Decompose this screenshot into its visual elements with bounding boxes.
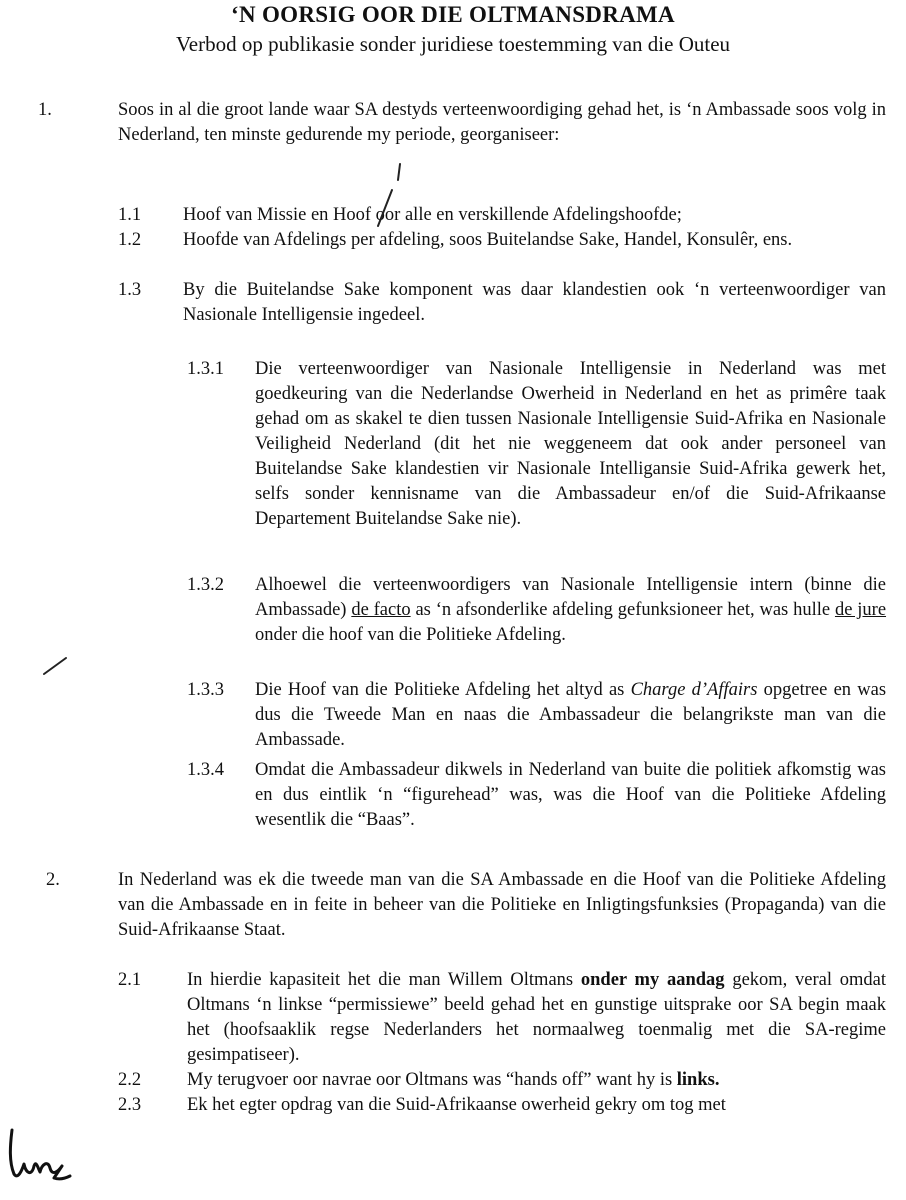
subsection-paragraph: Hoofde van Afdelings per afdeling, soos Buitelandse Sake, Handel, Konsulêr, ens. [183,230,793,250]
subsection-number: 1.1 [118,205,142,225]
document-title: ‘N OORSIG OOR DIE OLTMANSDRAMA [231,2,675,27]
subsection-paragraph [187,968,886,1068]
section-paragraph: Soos in al die groot lande waar SA destyds verteenwoordiging gehad het, is ‘n Ambassade soos volg in Nederland, ten minste gedurende my periode, georganiseer: [118,100,886,145]
italic-term: Charge d’Affairs [630,680,758,700]
subsubsection-number: 1.3.1 [187,359,224,379]
text-run: gekom, veral omdat Oltmans ‘n linkse “permissiewe” beeld gehad het en gunstige uitsprake oor SA begin maak het (hoofsaaklik regse Nederlanders het normaalweg toenmalig met die SA-regime gesimpatiseer). [187,970,887,1065]
section-paragraph: In Nederland was ek die tweede man van die SA Ambassade en die Hoof van die Politieke Afdeling van die Ambassade en in feite in beheer van die Politieke en Inligtingsfunksies (Propaganda) van die Suid-Afrikaanse Staat. [118,870,886,940]
subsubsection-number: 1.3.4 [187,760,224,780]
section-number: 2. [46,870,60,890]
subsection-number: 2.2 [118,1070,142,1090]
subsubsection-paragraph: Omdat die Ambassadeur dikwels in Nederland van buite die politiek afkomstig was en dus eintlik ‘n “figurehead” was, was die Hoof van die Politieke Afdeling wesentlik die “Baas”. [255,760,886,830]
subsubsection-paragraph [255,573,886,648]
text-run: opgetree en was dus die Tweede Man en naas die Ambassadeur die belangrikste man van die Ambassade. [255,680,887,750]
pen-tick-mark [40,650,70,680]
subsubsection-paragraph [255,678,886,753]
subsection-number: 2.1 [118,970,142,990]
pen-stroke-mark [370,160,410,230]
subsubsection-paragraph: Die verteenwoordiger van Nasionale Intelligensie in Nederland was met goedkeuring van die Nederlandse Owerheid in Nederland en het as primêre taak gehad om as skakel te dien tussen Nasionale Intelligensie Suid-Afrika en Nasionale Veiligheid Nederland (dit het nie weggeneem dat ook ander personeel van Buitelandse Sake klandestien vir Nasionale Intelligansie Suid-Afrika gewerk het, selfs sonder kennisname van die Ambassadeur en/of die Suid-Afrikaanse Departement Buitelandse Sake nie). [255,359,886,529]
section-number: 1. [38,100,52,120]
subsection-paragraph: Ek het egter opdrag van die Suid-Afrikaanse owerheid gekry om tog met [187,1095,726,1115]
text-run: My terugvoer oor navrae oor Oltmans was “hands off” want hy is [187,1070,673,1090]
text-run: as ‘n afsonderlike afdeling gefunksioneer het, was hulle [415,600,831,620]
text-run: Die Hoof van die Politieke Afdeling het altyd as [255,680,625,700]
text-run: In hierdie kapasiteit het die man Willem Oltmans [187,970,574,990]
document-subtitle: Verbod op publikasie sonder juridiese toestemming van die Outeu [175,32,731,56]
subsection-paragraph: By die Buitelandse Sake komponent was daar klandestien ook ‘n verteenwoordiger van Nasionale Intelligensie ingedeel. [183,280,886,325]
text-run: onder die hoof van die Politieke Afdeling. [255,625,566,645]
underlined-term: de jure [834,600,887,620]
handwritten-initials-signature [4,1126,74,1186]
subsection-number: 1.3 [118,280,142,300]
bold-term: links. [676,1070,720,1090]
text-run: Alhoewel die verteenwoordigers van Nasionale Intelligensie intern (binne die Ambassade) [255,575,886,620]
bold-term: onder my aandag [580,970,725,990]
subsubsection-number: 1.3.3 [187,680,224,700]
subsubsection-number: 1.3.2 [187,575,224,595]
subsection-number: 2.3 [118,1095,142,1115]
subsection-paragraph: Hoof van Missie en Hoof oor alle en verskillende Afdelingshoofde; [183,205,682,225]
underlined-term: de facto [351,600,411,620]
subsection-paragraph [187,1068,886,1093]
subsection-number: 1.2 [118,230,142,250]
